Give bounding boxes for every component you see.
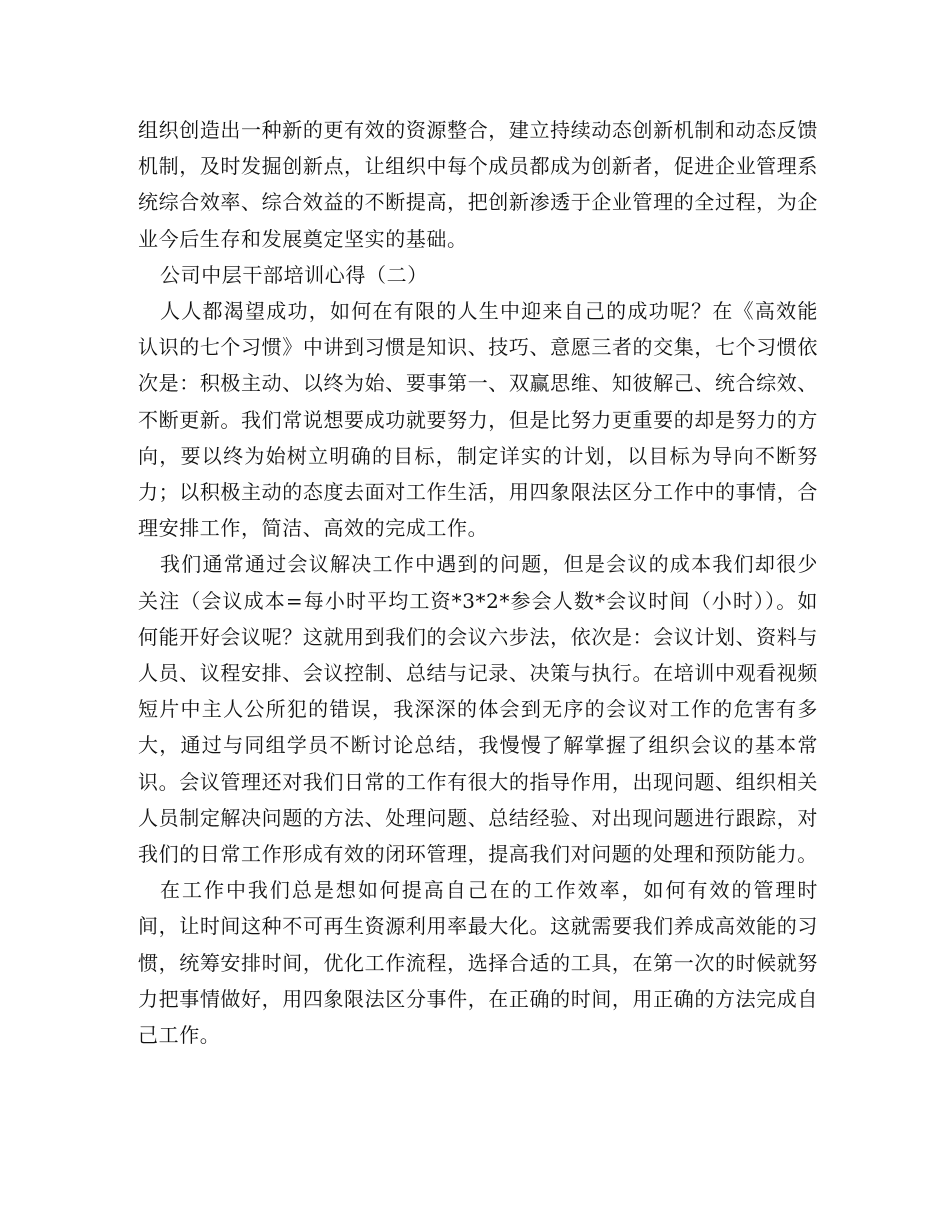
paragraph-time-management: 在工作中我们总是想如何提高自己在的工作效率，如何有效的管理时间，让时间这种不可再生资源利用率最大化。这就需要我们养成高效能的习惯，统筹安排时间，优化工作流程，选择合适的工具，在第一次的时候就努力把事情做好，用四象限法区分事件，在正确的时间，用正确的方法完成自己工作。 [138,878,818,1048]
paragraph-habits: 人人都渴望成功，如何在有限的人生中迎来自己的成功呢？在《高效能认识的七个习惯》中讲到习惯是知识、技巧、意愿三者的交集，七个习惯依次是：积极主动、以终为始、要事第一、双赢思维、知彼解己、统合综效、不断更新。我们常说想要成功就要努力，但是比努力更重要的却是努力的方向，要以终为始树立明确的目标，制定详实的计划，以目标为导向不断努力；以积极主动的态度去面对工作生活，用四象限法区分工作中的事情，合理安排工作，简洁、高效的完成工作。 [138,299,818,541]
paragraph-continuation: 组织创造出一种新的更有效的资源整合，建立持续动态创新机制和动态反馈机制，及时发掘创新点，让组织中每个成员都成为创新者，促进企业管理系统综合效率、综合效益的不断提高，把创新渗透于企业管理的全过程，为企业今后生存和发展奠定坚实的基础。 [138,118,818,251]
document-body [138,112,818,1053]
paragraph-meetings: 我们通常通过会议解决工作中遇到的问题，但是会议的成本我们却很少关注（会议成本=每小时平均工资*3*2*参会人数*会议时间（小时））。如何能开好会议呢？这就用到我们的会议六步法，依次是：会议计划、资料与人员、议程安排、会议控制、总结与记录、决策与执行。在培训中观看视频短片中主人公所犯的错误，我深深的体会到无序的会议对工作的危害有多大，通过与同组学员不断讨论总结，我慢慢了解掌握了组织会议的基本常识。会议管理还对我们日常的工作有很大的指导作用，出现问题、组织相关人员制定解决问题的方法、处理问题、总结经验、对出现问题进行跟踪，对我们的日常工作形成有效的闭环管理，提高我们对问题的处理和预防能力。 [138,552,818,867]
section-heading: 公司中层干部培训心得（二） [160,262,428,287]
